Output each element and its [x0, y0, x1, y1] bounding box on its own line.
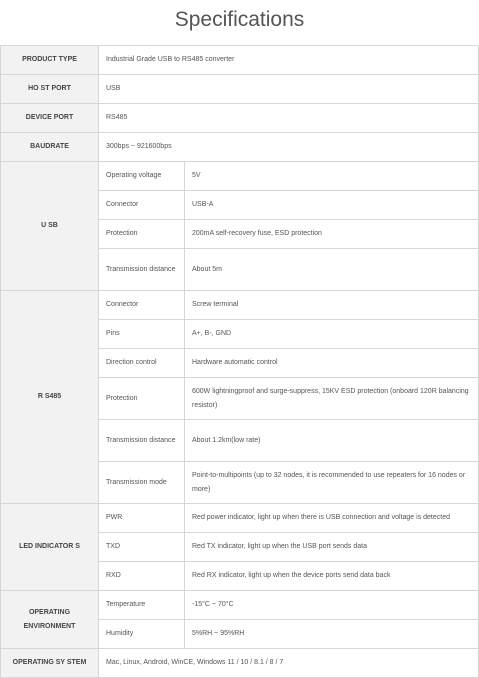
page-title: Specifications — [174, 8, 305, 31]
table-row — [1, 75, 479, 104]
spec-sub-value: 600W lightningproof and surge-suppress, 15KV ESD protection (onboard 120R balancing resistor) — [185, 378, 479, 420]
spec-sub-label: Pins — [99, 320, 185, 349]
spec-value-host-port: USB — [99, 75, 479, 104]
spec-sub-value: Screw terminal — [185, 291, 479, 320]
spec-sub-value: Hardware automatic control — [185, 349, 479, 378]
spec-value-device-port: RS485 — [99, 104, 479, 133]
spec-sub-label: Transmission distance — [99, 420, 185, 462]
spec-sub-label: Operating voltage — [99, 162, 185, 191]
spec-sub-value: Point-to-multipoints (up to 32 nodes, it is recommended to use repeaters for 16 nodes or more) — [185, 462, 479, 504]
spec-label-os: OPERATING SY STEM — [1, 649, 99, 678]
spec-sub-label: Connector — [99, 291, 185, 320]
spec-sub-label: Humidity — [99, 620, 185, 649]
spec-sub-value: 200mA self-recovery fuse, ESD protection — [185, 220, 479, 249]
spec-sub-value: About 1.2km(low rate) — [185, 420, 479, 462]
spec-sub-value: 5%RH ~ 95%RH — [185, 620, 479, 649]
table-row — [1, 591, 479, 620]
spec-sub-value: A+, B-, GND — [185, 320, 479, 349]
table-row — [1, 133, 479, 162]
spec-sub-label: RXD — [99, 562, 185, 591]
spec-label-usb: U SB — [1, 162, 99, 291]
table-row — [1, 291, 479, 320]
table-row — [1, 46, 479, 75]
spec-sub-label: Protection — [99, 378, 185, 420]
spec-sub-value: USB-A — [185, 191, 479, 220]
table-row — [1, 649, 479, 678]
spec-label-device-port: DEVICE PORT — [1, 104, 99, 133]
spec-sub-value: Red power indicator, light up when there is USB connection and voltage is detected — [185, 504, 479, 533]
spec-sub-label: Transmission mode — [99, 462, 185, 504]
spec-label-environment: OPERATING ENVIRONMENT — [1, 591, 99, 649]
spec-sub-value: About 5m — [185, 249, 479, 291]
spec-sub-value: Red RX indicator, light up when the device ports send data back — [185, 562, 479, 591]
spec-sub-label: Protection — [99, 220, 185, 249]
table-row — [1, 162, 479, 191]
spec-value-os: Mac, Linux, Android, WinCE, Windows 11 / 10 / 8.1 / 8 / 7 — [99, 649, 479, 678]
spec-sub-label: Direction control — [99, 349, 185, 378]
spec-value-baudrate: 300bps ~ 921600bps — [99, 133, 479, 162]
spec-sub-label: Transmission distance — [99, 249, 185, 291]
spec-table — [0, 45, 479, 678]
spec-sub-label: Temperature — [99, 591, 185, 620]
spec-label-led: LED INDICATOR S — [1, 504, 99, 591]
spec-label-product-type: PRODUCT TYPE — [1, 46, 99, 75]
table-row — [1, 504, 479, 533]
spec-label-host-port: HO ST PORT — [1, 75, 99, 104]
spec-label-rs485: R S485 — [1, 291, 99, 504]
spec-value-product-type: Industrial Grade USB to RS485 converter — [99, 46, 479, 75]
table-row — [1, 104, 479, 133]
spec-sub-value: Red TX indicator, light up when the USB port sends data — [185, 533, 479, 562]
spec-sub-label: Connector — [99, 191, 185, 220]
spec-sub-label: TXD — [99, 533, 185, 562]
spec-sub-value: 5V — [185, 162, 479, 191]
spec-label-baudrate: BAUDRATE — [1, 133, 99, 162]
spec-sub-label: PWR — [99, 504, 185, 533]
spec-sub-value: -15°C ~ 70°C — [185, 591, 479, 620]
